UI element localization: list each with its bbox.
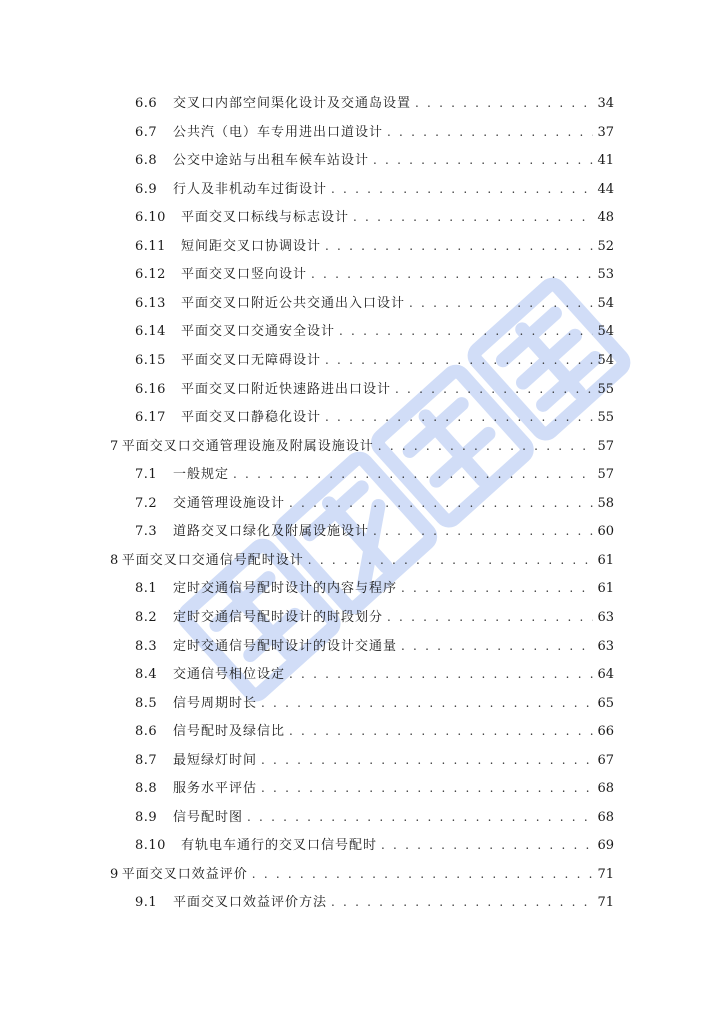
toc-entry-number: 6.11 (135, 238, 166, 254)
toc-entry-number: 8.2 (135, 609, 158, 625)
toc-leader-dots (373, 522, 593, 540)
toc-entry-title: 交叉口内部空间渠化设计及交通岛设置 (173, 96, 412, 111)
toc-entry-title: 平面交叉口交通信号配时设计 (121, 552, 304, 568)
toc-entry-title: 信号配时图 (173, 809, 244, 825)
toc-leader-dots (387, 123, 593, 141)
toc-entry-title: 最短绿灯时间 (173, 752, 258, 768)
toc-entry-number: 6.15 (135, 352, 166, 368)
toc-entry-page: 44 (597, 181, 614, 197)
toc-entry-title: 平面交叉口静稳化设计 (181, 410, 322, 426)
toc-entry-title: 短间距交叉口协调设计 (181, 238, 322, 254)
toc-entry-page: 54 (597, 352, 614, 368)
toc-entry[interactable] (135, 722, 614, 741)
toc-leader-dots (381, 836, 593, 854)
toc-entry-page: 68 (597, 781, 614, 797)
toc-entry-number: 6.12 (135, 267, 166, 283)
toc-entry-page: 63 (597, 609, 614, 625)
toc-leader-dots (339, 322, 593, 340)
toc-entry[interactable] (135, 208, 614, 227)
toc-entry[interactable] (135, 579, 614, 598)
toc-leader-dots (409, 294, 593, 312)
toc-leader-dots (252, 865, 594, 883)
toc-entry-number: 6.8 (135, 153, 158, 169)
toc-entry-title: 定时交通信号配时设计的时段划分 (173, 609, 384, 625)
toc-entry-title: 平面交叉口附近快速路进出口设计 (181, 381, 392, 397)
toc-entry-title: 平面交叉口效益评价 (121, 866, 248, 882)
toc-entry-page: 61 (597, 552, 614, 568)
toc-leader-dots (233, 465, 593, 483)
toc-entry-number: 6.13 (135, 295, 166, 311)
toc-entry-number: 7.3 (135, 524, 158, 540)
toc-leader-dots (331, 180, 593, 198)
toc-entry-title: 服务水平评估 (173, 781, 258, 797)
toc-leader-dots (261, 779, 593, 797)
toc-leader-dots (401, 637, 593, 655)
toc-leader-dots (373, 151, 593, 169)
toc-entry[interactable] (135, 893, 614, 912)
toc-entry[interactable] (135, 237, 614, 256)
toc-entry[interactable] (135, 637, 614, 656)
toc-leader-dots (289, 722, 593, 740)
toc-entry[interactable] (135, 665, 614, 684)
toc-entry-number: 7.2 (135, 495, 158, 511)
toc-entry-number: 8.7 (135, 752, 158, 768)
toc-leader-dots (325, 237, 593, 255)
toc-entry-title: 平面交叉口交通安全设计 (181, 324, 336, 340)
toc-entry[interactable] (135, 608, 614, 627)
toc-leader-dots (308, 551, 594, 569)
toc-entry[interactable] (135, 836, 614, 855)
toc-leader-dots (261, 694, 593, 712)
toc-entry-number: 9 (110, 866, 119, 882)
toc-entry-page: 37 (597, 124, 614, 140)
toc-entry-page: 61 (597, 581, 614, 597)
toc-entry[interactable] (135, 465, 614, 484)
toc-entry-number: 7.1 (135, 467, 158, 483)
toc-leader-dots (289, 494, 593, 512)
toc-entry[interactable] (135, 123, 614, 142)
toc-entry[interactable] (135, 694, 614, 713)
toc-entry-page: 58 (597, 495, 614, 511)
toc-entry-number: 6.10 (135, 210, 166, 226)
toc-entry-title: 道路交叉口绿化及附属设施设计 (173, 524, 370, 540)
toc-entry[interactable] (135, 494, 614, 513)
toc-entry[interactable] (135, 808, 614, 827)
toc-entry-page: 66 (597, 724, 614, 740)
toc-entry[interactable] (135, 94, 614, 113)
toc-entry-number: 8.10 (135, 838, 166, 854)
toc-entry-title: 平面交叉口无障碍设计 (181, 352, 322, 368)
toc-entry-title: 定时交通信号配时设计的设计交通量 (173, 638, 398, 654)
toc-entry[interactable] (110, 551, 614, 570)
toc-entry[interactable] (135, 522, 614, 541)
toc-entry-page: 71 (597, 895, 614, 911)
toc-entry-number: 6.17 (135, 410, 166, 426)
toc-entry-page: 64 (597, 667, 614, 682)
toc-entry-page: 54 (597, 295, 614, 311)
toc-entry-number: 8.8 (135, 781, 158, 797)
toc-entry[interactable] (135, 408, 614, 427)
toc-leader-dots (261, 751, 593, 769)
toc-entry[interactable] (135, 380, 614, 399)
toc-entry-title: 一般规定 (173, 467, 230, 483)
toc-entry-page: 54 (597, 324, 614, 340)
toc-entry-number: 6.9 (135, 181, 158, 197)
toc-entry-title: 定时交通信号配时设计的内容与程序 (173, 581, 398, 597)
toc-entry-number: 6.6 (135, 96, 158, 111)
toc-entry-number: 8 (110, 552, 119, 568)
toc-entry-page: 67 (597, 752, 614, 768)
toc-entry-title: 交通信号相位设定 (173, 667, 286, 682)
toc-entry-title: 信号周期时长 (173, 695, 258, 711)
toc-entry-page: 55 (597, 381, 614, 397)
toc-entry-page: 52 (597, 238, 614, 254)
toc-entry-number: 6.16 (135, 381, 166, 397)
toc-entry[interactable] (135, 151, 614, 170)
toc-entry-number: 8.9 (135, 809, 158, 825)
toc-entry-page: 41 (597, 153, 614, 169)
toc-entry-title: 公共汽（电）车专用进出口道设计 (173, 124, 384, 140)
toc-entry[interactable] (135, 751, 614, 770)
toc-entry[interactable] (110, 865, 614, 884)
toc-leader-dots (311, 265, 593, 283)
toc-entry-page: 65 (597, 695, 614, 711)
toc-entry[interactable] (135, 351, 614, 370)
toc-entry-title: 行人及非机动车过街设计 (173, 181, 328, 197)
toc-leader-dots (325, 351, 593, 369)
toc-entry-title: 平面交叉口效益评价方法 (173, 895, 328, 911)
toc-entry-page: 57 (597, 438, 614, 454)
toc-entry-page: 34 (597, 96, 614, 111)
toc-entry-number: 8.3 (135, 638, 158, 654)
toc-entry-number: 7 (110, 438, 119, 454)
toc-entry-page: 55 (597, 410, 614, 426)
toc-leader-dots (325, 408, 593, 426)
toc-entry[interactable] (135, 294, 614, 313)
toc-entry-title: 平面交叉口标线与标志设计 (181, 210, 350, 226)
toc-entry-page: 57 (597, 467, 614, 483)
toc-entry-number: 8.6 (135, 724, 158, 740)
toc-entry-title: 平面交叉口竖向设计 (181, 267, 308, 283)
toc-entry-page: 53 (597, 267, 614, 283)
toc-entry-number: 8.1 (135, 581, 158, 597)
toc-entry-title: 公交中途站与出租车候车站设计 (173, 153, 370, 169)
toc-leader-dots (415, 94, 593, 112)
toc-leader-dots (289, 665, 593, 683)
toc-entry[interactable] (135, 779, 614, 798)
toc-leader-dots (395, 380, 593, 398)
toc-entry-number: 6.14 (135, 324, 166, 340)
toc-leader-dots (353, 208, 593, 226)
toc-entry-title: 平面交叉口附近公共交通出入口设计 (181, 295, 406, 311)
toc-entry-number: 9.1 (135, 895, 158, 911)
toc-entry-number: 8.4 (135, 667, 158, 682)
toc-entry-page: 48 (597, 210, 614, 226)
toc-leader-dots (331, 893, 593, 911)
toc-entry-number: 8.5 (135, 695, 158, 711)
toc-entry-page: 69 (597, 838, 614, 854)
toc-leader-dots (247, 808, 593, 826)
toc-entry[interactable] (135, 265, 614, 284)
toc-entry-page: 60 (597, 524, 614, 540)
toc-entry[interactable] (135, 322, 614, 341)
toc-entry-title: 平面交叉口交通管理设施及附属设施设计 (121, 438, 374, 454)
toc-entry-number: 6.7 (135, 124, 158, 140)
toc-entry-page: 68 (597, 809, 614, 825)
toc-leader-dots (401, 579, 593, 597)
toc-leader-dots (387, 608, 593, 626)
toc-entry-page: 71 (597, 866, 614, 882)
toc-entry-title: 信号配时及绿信比 (173, 724, 286, 740)
toc-entry-page: 63 (597, 638, 614, 654)
toc-entry[interactable] (135, 180, 614, 199)
toc-entry[interactable] (110, 437, 614, 456)
toc-leader-dots (378, 437, 594, 455)
toc-entry-title: 有轨电车通行的交叉口信号配时 (181, 838, 378, 854)
toc-entry-title: 交通管理设施设计 (173, 495, 286, 511)
